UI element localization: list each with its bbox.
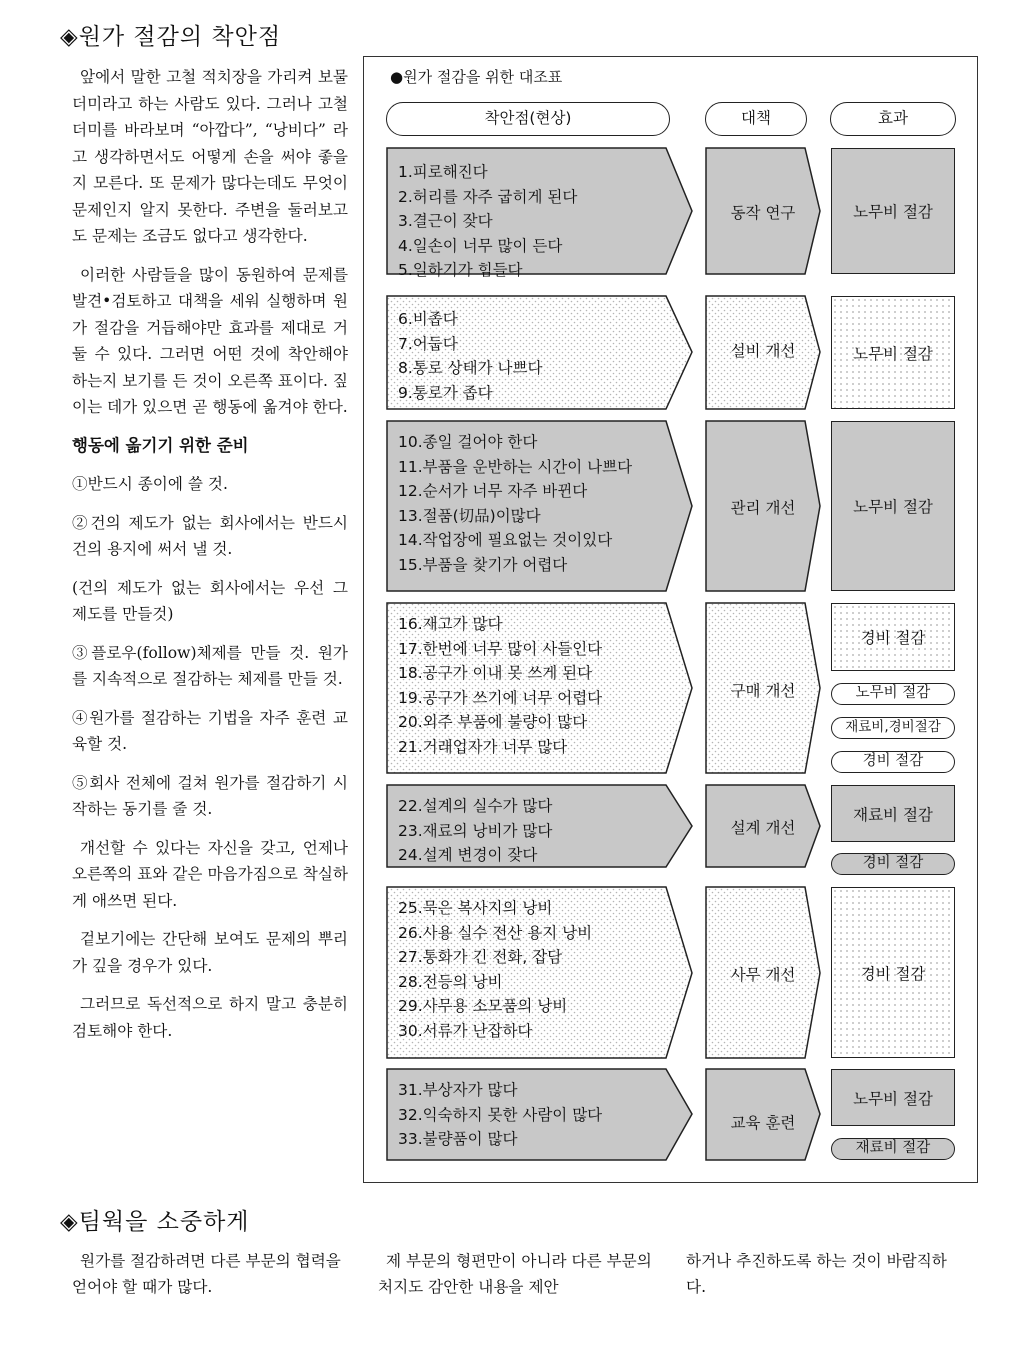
list-item: 24.설계 변경이 잦다: [398, 846, 538, 865]
section-title-cost-reduction: ◈원가 절감의 착안점: [60, 24, 282, 50]
list-item: 14.작업장에 필요없는 것이있다: [398, 531, 613, 550]
effect-pill: 경비 절감: [831, 751, 955, 773]
list-item: 4.일손이 너무 많이 든다: [398, 236, 563, 255]
list-item: 3.결근이 잦다: [398, 212, 493, 231]
focus-items-group-7: [398, 1078, 602, 1152]
effect-pill: 재료비,경비절감: [831, 717, 955, 739]
list-item: 11.부품을 운반하는 시간이 나쁘다: [398, 457, 633, 476]
list-item: 28.전등의 낭비: [398, 972, 503, 991]
list-item: 6.비좁다: [398, 310, 458, 328]
paragraph: 겉보기에는 간단해 보여도 문제의 뿌리가 깊을 경우가 있다.: [72, 930, 348, 975]
list-item: 9.통로가 좁다: [398, 383, 493, 402]
list-item: 30.서류가 난잡하다: [398, 1021, 533, 1040]
list-item: ④원가를 절감하는 기법을 자주 훈련 교육할 것.: [72, 708, 348, 753]
list-item: 16.재고가 많다: [398, 615, 503, 633]
header-measure: 대책: [705, 102, 807, 136]
effect-box: 노무비 절감: [831, 148, 955, 274]
list-item: 8.통로 상태가 나쁘다: [398, 359, 543, 378]
list-item: 26.사용 실수 전산 용지 낭비: [398, 923, 593, 942]
measure-label: 사무 개선: [730, 966, 796, 984]
effect-pill: 경비 절감: [831, 853, 955, 875]
list-item: 27.통화가 긴 전화, 잡담: [398, 948, 563, 967]
bottom-column-2: 제 부문의 형편만이 아니라 다른 부문의 처지도 감안한 내용을 제안: [378, 1252, 652, 1296]
list-item: (건의 제도가 없는 회사에서는 우선 그 제도를 만들것): [72, 578, 348, 623]
list-item: 17.한번에 너무 많이 사들인다: [398, 639, 603, 658]
list-item: 13.절품(切品)이많다: [398, 506, 541, 525]
section-title-teamwork: ◈팀웍을 소중하게: [60, 1209, 250, 1235]
measure-label: 구매 개선: [730, 682, 796, 700]
list-item: 31.부상자가 많다: [398, 1081, 518, 1099]
header-focus-points: 착안점(현상): [386, 102, 670, 136]
measure-label: 교육 훈련: [730, 1114, 796, 1132]
effect-box: 재료비 절감: [831, 785, 955, 842]
focus-items-group-4: [398, 612, 602, 760]
effect-box: 경비 절감: [831, 603, 955, 671]
bottom-column-1: 원가를 절감하려면 다른 부문의 협력을 얻어야 할 때가 많다.: [72, 1252, 341, 1296]
list-item: 22.설계의 실수가 많다: [398, 797, 553, 815]
list-item: 20.외주 부품에 불량이 많다: [398, 713, 588, 732]
focus-items-group-2: [398, 307, 542, 405]
focus-items-group-6: [398, 896, 592, 1044]
list-item: 25.묵은 복사지의 낭비: [398, 899, 553, 917]
list-item: 12.순서가 너무 자주 바뀐다: [398, 482, 588, 501]
list-item: ②건의 제도가 없는 회사에서는 반드시 건의 용지에 써서 낼 것.: [72, 513, 348, 558]
list-item: 33.불량품이 많다: [398, 1130, 518, 1149]
paragraph: 개선할 수 있다는 자신을 갖고, 언제나 오른쪽의 표와 같은 마음가짐으로 착실하게 애쓰면 된다.: [72, 838, 348, 910]
paragraph: 이러한 사람들을 많이 동원하여 문제를 발견•검토하고 대책을 세워 실행하며 원가 절감을 거듭해야만 효과를 제대로 거둘 수 있다. 그러면 어떤 것에 착안해야 하는지 보기를 든 것이 오른쪽 표이다. 짚이는 데가 있으면 곧 행동에 옮겨야 한다.: [72, 265, 348, 416]
effect-pill: 재료비 절감: [831, 1138, 955, 1160]
measure-label: 동작 연구: [730, 204, 796, 222]
effect-box: 노무비 절감: [831, 296, 955, 409]
focus-items-group-1: [398, 160, 577, 283]
list-item: 10.종일 걸어야 한다: [398, 433, 538, 451]
list-item: 23.재료의 낭비가 많다: [398, 821, 553, 840]
header-effect: 효과: [830, 102, 956, 136]
list-item: 15.부품을 찾기가 어렵다: [398, 555, 568, 574]
list-item: 5.일하기가 힘들다: [398, 261, 523, 280]
measure-label: 설비 개선: [730, 342, 796, 360]
focus-items-group-5: [398, 794, 552, 868]
list-item: 2.허리를 자주 굽히게 된다: [398, 187, 578, 206]
list-item: 19.공구가 쓰기에 너무 어렵다: [398, 688, 603, 707]
list-item: ⑤회사 전체에 걸쳐 원가를 절감하기 시작하는 동기를 줄 것.: [72, 773, 348, 818]
focus-items-group-3: [398, 430, 632, 578]
measure-label: 설계 개선: [730, 819, 796, 837]
list-item: ①반드시 종이에 쓸 것.: [72, 475, 228, 493]
list-item: 1.피로해진다: [398, 163, 488, 181]
measure-label: 관리 개선: [730, 499, 796, 517]
list-item: 21.거래업자가 너무 많다: [398, 737, 568, 756]
list-item: 32.익숙하지 못한 사람이 많다: [398, 1105, 603, 1124]
table-title: ●원가 절감을 위한 대조표: [390, 68, 563, 86]
effect-box: 노무비 절감: [831, 421, 955, 591]
paragraph: 앞에서 말한 고철 적치장을 가리켜 보물더미라고 하는 사람도 있다. 그러나 고철더미를 바라보며 “아깝다”, “낭비다” 라고 생각하면서도 어떻게 손을 써야 좋을지 모른다. 또 문제가 많다는데도 무엇이 문제인지 알지 못한다. 주변을 둘러보고도 문제는 조금도 없다고 생각한다.: [72, 68, 348, 245]
list-item: 18.공구가 이내 못 쓰게 된다: [398, 664, 593, 683]
effect-pill: 노무비 절감: [831, 683, 955, 705]
paragraph: 그러므로 독선적으로 하지 말고 충분히 검토해야 한다.: [72, 995, 348, 1040]
list-item: 29.사무용 소모품의 낭비: [398, 997, 568, 1016]
subheading-preparation: 행동에 옮기기 위한 준비: [72, 435, 249, 455]
bottom-column-3: 하거나 추진하도록 하는 것이 바람직하다.: [686, 1252, 947, 1296]
effect-box: 노무비 절감: [831, 1069, 955, 1126]
effect-box: 경비 절감: [831, 887, 955, 1058]
list-item: 7.어둡다: [398, 334, 458, 353]
list-item: ③플로우(follow)체제를 만들 것. 원가를 지속적으로 절감하는 체제를 만들 것.: [72, 643, 348, 688]
